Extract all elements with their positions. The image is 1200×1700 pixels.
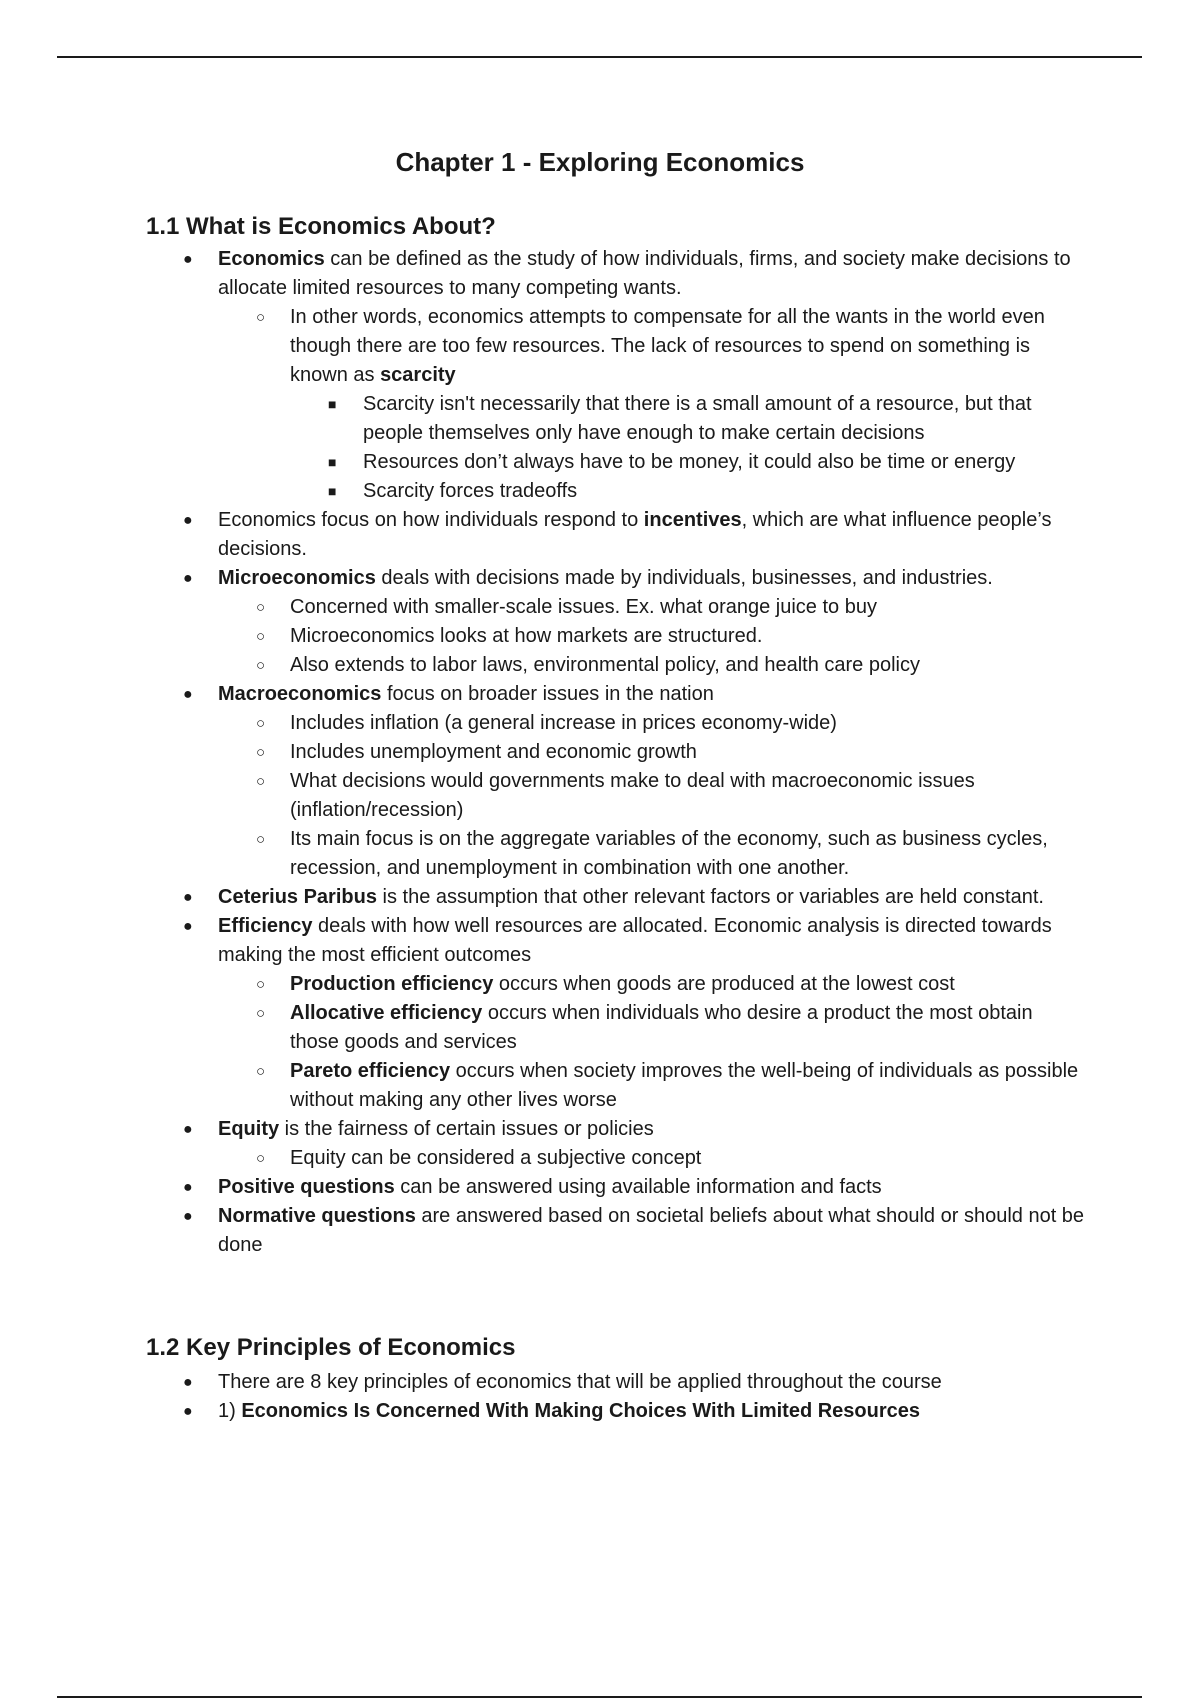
list-item-micro-point	[0, 593, 1080, 622]
section-heading-1-2: 1.2 Key Principles of Economics	[146, 1334, 516, 1361]
section-1-2-list	[0, 1368, 1200, 1426]
list-item-efficiency	[0, 912, 1098, 970]
list-item-macroeconomics	[0, 680, 1098, 709]
term-microeconomics: Microeconomics	[218, 567, 376, 589]
micro-point-text: Also extends to labor laws, environmental policy, and health care policy	[290, 654, 920, 676]
bullet-circle-icon: ○	[256, 976, 266, 993]
list-item-equity-point	[0, 1144, 1080, 1173]
bullet-circle-icon: ○	[256, 1063, 266, 1080]
list-item-normative-questions	[0, 1202, 1098, 1260]
term-incentives: incentives	[643, 509, 742, 531]
bullet-disc-icon: ●	[183, 1121, 193, 1138]
definition-allocative-efficiency: occurs when individuals who desire a product the most obtain those goods and services	[290, 1002, 1033, 1053]
term-economics: Economics	[218, 248, 325, 270]
bullet-circle-icon: ○	[256, 309, 266, 326]
list-item-equity	[0, 1115, 1098, 1144]
term-equity: Equity	[218, 1118, 280, 1140]
micro-point-text: Microeconomics looks at how markets are structured.	[290, 625, 763, 647]
document-title: Chapter 1 - Exploring Economics	[395, 147, 805, 177]
bullet-disc-icon: ●	[183, 686, 193, 703]
term-pareto-efficiency: Pareto efficiency	[290, 1060, 451, 1082]
definition-macroeconomics: focus on broader issues in the nation	[381, 683, 714, 705]
list-item-economics	[0, 245, 1098, 303]
bullet-disc-icon: ●	[183, 512, 193, 529]
term-normative-questions: Normative questions	[218, 1205, 416, 1227]
bullet-disc-icon: ●	[183, 1374, 193, 1391]
list-item-macro-point	[0, 738, 1080, 767]
bullet-circle-icon: ○	[256, 744, 266, 761]
bullet-square-icon: ■	[328, 396, 337, 412]
incentives-pre: Economics focus on how individuals respond to	[218, 509, 644, 531]
list-item-ceterius-paribus	[0, 883, 1098, 912]
bullet-circle-icon: ○	[256, 599, 266, 616]
list-item-macro-point	[0, 825, 1080, 883]
definition-production-efficiency: occurs when goods are produced at the lowest cost	[493, 973, 955, 995]
macro-point-text: What decisions would governments make to deal with macroeconomic issues (inflation/recession)	[290, 770, 975, 821]
bullet-circle-icon: ○	[256, 1005, 266, 1022]
section-heading-1-1: 1.1 What is Economics About?	[146, 213, 496, 240]
equity-point-text: Equity can be considered a subjective concept	[290, 1147, 702, 1169]
top-rule	[57, 56, 1142, 58]
scarcity-intro: In other words, economics attempts to compensate for all the wants in the world even though there are too few resources. The lack of resources to spend on something is known as	[290, 306, 1045, 386]
definition-equity: is the fairness of certain issues or policies	[279, 1118, 654, 1140]
term-macroeconomics: Macroeconomics	[218, 683, 382, 705]
list-item-microeconomics	[0, 564, 1098, 593]
list-item-scarcity-point	[0, 477, 1093, 506]
bullet-disc-icon: ●	[183, 1403, 193, 1420]
list-item-principles-intro	[0, 1368, 1098, 1397]
bullet-disc-icon: ●	[183, 1179, 193, 1196]
term-efficiency: Efficiency	[218, 915, 313, 937]
list-item-principle-1	[0, 1397, 1098, 1426]
scarcity-point-text: Scarcity forces tradeoffs	[363, 480, 578, 502]
scarcity-point-text: Scarcity isn't necessarily that there is a small amount of a resource, but that people themselves only have enough to make certain decisions	[363, 393, 1032, 444]
list-item-micro-point	[0, 651, 1080, 680]
bullet-circle-icon: ○	[256, 1150, 266, 1167]
bullet-circle-icon: ○	[256, 773, 266, 790]
list-item-macro-point	[0, 709, 1080, 738]
list-item-scarcity-point	[0, 390, 1093, 448]
term-scarcity: scarcity	[380, 364, 456, 386]
principles-intro-text: There are 8 key principles of economics that will be applied throughout the course	[218, 1371, 942, 1393]
bottom-rule	[57, 1696, 1142, 1698]
bullet-disc-icon: ●	[183, 251, 193, 268]
list-item-pareto-efficiency	[0, 1057, 1080, 1115]
bullet-disc-icon: ●	[183, 918, 193, 935]
bullet-circle-icon: ○	[256, 657, 266, 674]
term-positive-questions: Positive questions	[218, 1176, 395, 1198]
definition-economics: can be defined as the study of how individuals, firms, and society make decisions to allocate limited resources to many competing wants.	[218, 248, 1071, 299]
list-item-macro-point	[0, 767, 1080, 825]
macro-point-text: Its main focus is on the aggregate variables of the economy, such as business cycles, recession, and unemployment in combination with one another.	[290, 828, 1048, 879]
bullet-circle-icon: ○	[256, 715, 266, 732]
term-ceterius-paribus: Ceterius Paribus	[218, 886, 377, 908]
incentives-post: , which are what influence people’s decisions.	[218, 509, 1052, 560]
principle-1-title: Economics Is Concerned With Making Choices With Limited Resources	[241, 1400, 920, 1422]
bullet-disc-icon: ●	[183, 570, 193, 587]
list-item-scarcity-point	[0, 448, 1093, 477]
macro-point-text: Includes inflation (a general increase in prices economy-wide)	[290, 712, 837, 734]
definition-pareto-efficiency: occurs when society improves the well-being of individuals as possible without making any other lives worse	[290, 1060, 1079, 1111]
bullet-square-icon: ■	[328, 454, 337, 470]
list-item-incentives	[0, 506, 1098, 564]
definition-efficiency: deals with how well resources are allocated. Economic analysis is directed towards making the most efficient outcomes	[218, 915, 1052, 966]
bullet-disc-icon: ●	[183, 1208, 193, 1225]
list-item-allocative-efficiency	[0, 999, 1080, 1057]
scarcity-point-text: Resources don’t always have to be money, it could also be time or energy	[363, 451, 1016, 473]
definition-normative-questions: are answered based on societal beliefs about what should or should not be done	[218, 1205, 1085, 1256]
bullet-disc-icon: ●	[183, 889, 193, 906]
bullet-circle-icon: ○	[256, 831, 266, 848]
list-item-positive-questions	[0, 1173, 1098, 1202]
definition-microeconomics: deals with decisions made by individuals, businesses, and industries.	[375, 567, 993, 589]
macro-point-text: Includes unemployment and economic growth	[290, 741, 697, 763]
definition-ceterius-paribus: is the assumption that other relevant factors or variables are held constant.	[376, 886, 1044, 908]
term-allocative-efficiency: Allocative efficiency	[290, 1002, 483, 1024]
term-production-efficiency: Production efficiency	[290, 973, 494, 995]
section-1-1-list	[0, 245, 1200, 1260]
principle-1-number: 1)	[218, 1400, 242, 1422]
list-item-micro-point	[0, 622, 1080, 651]
definition-positive-questions: can be answered using available information and facts	[394, 1176, 882, 1198]
list-item-scarcity	[0, 303, 1080, 390]
micro-point-text: Concerned with smaller-scale issues. Ex. what orange juice to buy	[290, 596, 877, 618]
list-item-production-efficiency	[0, 970, 1080, 999]
bullet-circle-icon: ○	[256, 628, 266, 645]
bullet-square-icon: ■	[328, 483, 337, 499]
